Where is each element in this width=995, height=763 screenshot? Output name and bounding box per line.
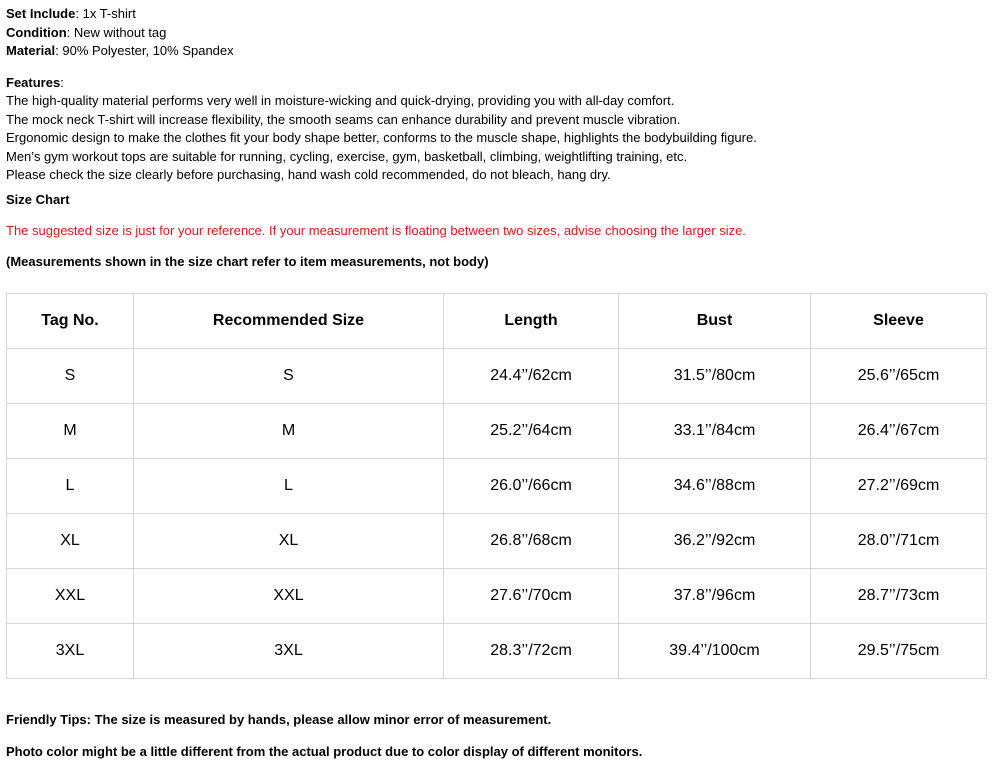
cell-sleeve: 28.0’’/71cm (811, 514, 987, 569)
cell-length: 25.2’’/64cm (444, 404, 619, 459)
cell-sleeve: 28.7’’/73cm (811, 569, 987, 624)
spec-set-include (6, 5, 987, 24)
cell-recommended: 3XL (134, 624, 444, 679)
cell-recommended: XXL (134, 569, 444, 624)
feature-item: Ergonomic design to make the clothes fit your body shape better, conforms to the muscle shape, highlights the bodybuilding figure. (6, 130, 757, 145)
cell-tag: M (7, 404, 134, 459)
measurement-note: (Measurements shown in the size chart refer to item measurements, not body) (6, 253, 489, 269)
spec-value: : 90% Polyester, 10% Spandex (55, 43, 234, 58)
cell-tag: XL (7, 514, 134, 569)
cell-bust: 36.2’’/92cm (619, 514, 811, 569)
cell-bust: 39.4’’/100cm (619, 624, 811, 679)
cell-bust: 37.8’’/96cm (619, 569, 811, 624)
cell-tag: S (7, 349, 134, 404)
table-row (7, 459, 987, 514)
table-row (7, 404, 987, 459)
header-sleeve: Sleeve (811, 294, 987, 349)
size-chart-title: Size Chart (6, 191, 70, 207)
table-row (7, 569, 987, 624)
feature-item: The mock neck T-shirt will increase flexibility, the smooth seams can enhance durability and prevent muscle vibration. (6, 111, 681, 127)
table-row (7, 514, 987, 569)
cell-recommended: M (134, 404, 444, 459)
header-length: Length (444, 294, 619, 349)
cell-bust: 34.6’’/88cm (619, 459, 811, 514)
features-heading-label: Features (6, 74, 61, 90)
cell-tag: L (7, 459, 134, 514)
cell-recommended: S (134, 349, 444, 404)
spec-material (6, 42, 987, 61)
size-chart-table (6, 293, 987, 679)
table-row (7, 349, 987, 404)
product-description (6, 5, 987, 272)
cell-bust: 33.1’’/84cm (619, 404, 811, 459)
cell-sleeve: 27.2’’/69cm (811, 459, 987, 514)
cell-sleeve: 26.4’’/67cm (811, 404, 987, 459)
feature-item: The high-quality material performs very well in moisture-wicking and quick-drying, providing you with all-day comfort. (6, 93, 675, 108)
cell-bust: 31.5’’/80cm (619, 349, 811, 404)
cell-recommended: L (134, 459, 444, 514)
features-heading-colon: : (60, 74, 64, 90)
cell-length: 26.0’’/66cm (444, 459, 619, 514)
spec-value: : 1x T-shirt (75, 6, 136, 21)
feature-item: Men’s gym workout tops are suitable for running, cycling, exercise, gym, basketball, climbing, weightlifting training, etc. (6, 148, 688, 164)
cell-recommended: XL (134, 514, 444, 569)
header-recommended-size: Recommended Size (134, 294, 444, 349)
spec-value: : New without tag (66, 24, 167, 40)
table-row (7, 624, 987, 679)
cell-length: 28.3’’/72cm (444, 624, 619, 679)
cell-length: 26.8’’/68cm (444, 514, 619, 569)
spec-condition (6, 24, 987, 43)
cell-sleeve: 25.6’’/65cm (811, 349, 987, 404)
photo-color-note: Photo color might be a little different from the actual product due to color display of different monitors. (6, 744, 643, 759)
size-suggestion-warning: The suggested size is just for your reference. If your measurement is floating between two sizes, advise choosing the larger size. (6, 222, 746, 238)
spec-label: Set Include (6, 6, 76, 21)
feature-item: Please check the size clearly before purchasing, hand wash cold recommended, do not bleach, hang dry. (6, 167, 611, 182)
spec-label: Material (6, 43, 56, 58)
header-tag-no: Tag No. (7, 294, 134, 349)
features-heading (6, 74, 987, 93)
table-header-row (7, 294, 987, 349)
cell-length: 27.6’’/70cm (444, 569, 619, 624)
header-bust: Bust (619, 294, 811, 349)
cell-tag: XXL (7, 569, 134, 624)
cell-length: 24.4’’/62cm (444, 349, 619, 404)
spec-label: Condition (6, 24, 67, 40)
cell-tag: 3XL (7, 624, 134, 679)
friendly-tips: Friendly Tips: The size is measured by hands, please allow minor error of measurement. (6, 712, 552, 727)
cell-sleeve: 29.5’’/75cm (811, 624, 987, 679)
